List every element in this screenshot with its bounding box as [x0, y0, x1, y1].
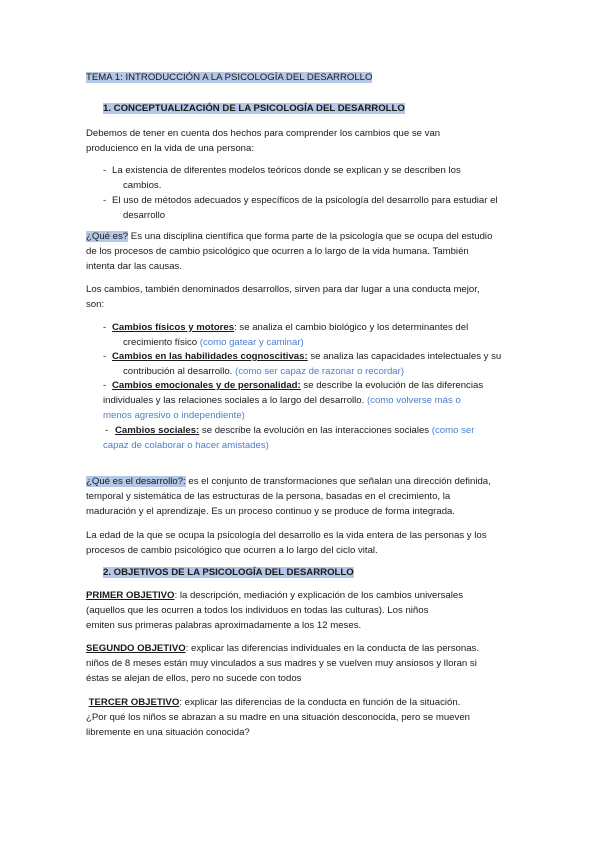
paragraph-text: Es una disciplina científica que forma parte de la psicología que se ocupa del estudio	[128, 231, 493, 242]
objective-label: SEGUNDO OBJETIVO	[86, 643, 186, 654]
paragraph-text: maduración y el aprendizaje. Es un proceso continuo y se produce de forma integrada.	[86, 506, 456, 517]
paragraph-text: emiten sus primeras palabras aproximadamente a los 12 meses.	[86, 620, 362, 631]
example-text: (como gatear y caminar)	[199, 337, 304, 348]
list-item-text: se analiza las capacidades intelectuales y su	[307, 351, 502, 362]
change-type-label: Cambios emocionales y de personalidad:	[112, 380, 301, 391]
paragraph-text: ¿Por qué los niños se abrazan a su madre en una situación desconocida, pero se mueven	[86, 712, 470, 723]
intro-line: producienco en la vida de una persona:	[86, 143, 255, 154]
change-type-label: Cambios físicos y motores	[112, 322, 235, 333]
objective-label: PRIMER OBJETIVO	[86, 590, 175, 601]
section-1-heading	[103, 101, 405, 116]
list-item	[103, 193, 523, 223]
list-item-text: contribución al desarrollo.	[123, 366, 235, 377]
paragraph-text: : la descripción, mediación y explicación de los cambios universales	[174, 590, 463, 601]
paragraph-text: son:	[86, 299, 105, 310]
list-item-text: cambios.	[123, 180, 162, 191]
paragraph-text: niños de 8 meses están muy vinculados a sus madres y se vuelven muy ansiosos y lloran si	[86, 658, 477, 669]
que-es-paragraph	[86, 229, 526, 274]
paragraph-text: : explicar las diferencias individuales en la conducta de las personas.	[185, 643, 479, 654]
list-item-text: desarrollo	[123, 210, 166, 221]
example-text: menos agresivo o independiente)	[103, 410, 245, 421]
section-2-heading	[103, 565, 354, 580]
list-item-text: se describe la evolución en las interacciones sociales	[199, 425, 432, 436]
list-item	[103, 349, 523, 379]
list-item-text: se describe la evolución de las diferencias	[300, 380, 484, 391]
paragraph-text: La edad de la que se ocupa la psicología del desarrollo es la vida entera de las personas y los	[86, 530, 487, 541]
desarrollo-label: ¿Qué es el desarrollo?:	[86, 476, 186, 487]
list-item-text: crecimiento físico	[123, 337, 200, 348]
paragraph-text: : explicar las diferencias de la conducta en función de la situación.	[179, 697, 461, 708]
edad-paragraph	[86, 528, 526, 558]
paragraph-text: éstas se alejan de ellos, pero no sucede con todos	[86, 673, 302, 684]
bullet-dash: -	[103, 322, 107, 333]
paragraph-text: de los procesos de cambio psicológico que ocurren a lo largo de la vida humana. También	[86, 246, 469, 257]
que-es-label: ¿Qué es?	[86, 231, 129, 242]
paragraph-text: temporal y sistemática de las estructuras de la persona, basadas en el crecimiento, la	[86, 491, 451, 502]
bullet-dash: -	[103, 351, 107, 362]
list-item	[103, 163, 523, 193]
bullet-dash: -	[103, 380, 107, 391]
list-item	[103, 378, 523, 423]
paragraph-text: libremente en una situación conocida?	[86, 727, 250, 738]
intro-line: Debemos de tener en cuenta dos hechos para comprender los cambios que se van	[86, 128, 441, 139]
list-item-text: La existencia de diferentes modelos teóricos donde se explican y se describen los	[112, 165, 461, 176]
objective-2-paragraph	[86, 641, 526, 686]
example-text: capaz de colaborar o hacer amistades)	[103, 440, 269, 451]
example-text: (como ser	[431, 425, 475, 436]
cambios-paragraph	[86, 282, 526, 312]
paragraph-text: procesos de cambio psicológico que ocurren a lo largo del ciclo vital.	[86, 545, 378, 556]
change-type-label: Cambios en las habilidades cognoscitivas:	[112, 351, 308, 362]
objective-1-paragraph	[86, 588, 526, 633]
intro-paragraph	[86, 126, 526, 156]
example-text: (como ser capaz de razonar o recordar)	[235, 366, 405, 377]
list-item-text: : se analiza el cambio biológico y los determinantes del	[234, 322, 469, 333]
paragraph-text: intenta dar las causas.	[86, 261, 182, 272]
paragraph-text: es el conjunto de transformaciones que señalan una dirección definida,	[185, 476, 491, 487]
paragraph-text: (aquellos que les ocurren a todos los individuos en todas las culturas). Los niños	[86, 605, 429, 616]
bullet-dash: -	[103, 165, 107, 176]
document-title	[86, 70, 372, 85]
section-2-heading-text: 2. OBJETIVOS DE LA PSICOLOGÍA DEL DESARROLLO	[103, 567, 354, 578]
title-text: TEMA 1: INTRODUCCIÓN A LA PSICOLOGÍA DEL DESARROLLO	[86, 72, 373, 83]
desarrollo-paragraph	[86, 474, 526, 519]
list-item-text: individuales y las relaciones sociales a lo largo del desarrollo.	[103, 395, 367, 406]
section-1-heading-text: 1. CONCEPTUALIZACIÓN DE LA PSICOLOGÍA DEL DESARROLLO	[103, 103, 405, 114]
example-text: (como volverse más o	[366, 395, 461, 406]
list-item	[103, 320, 523, 350]
objective-label: TERCER OBJETIVO	[88, 697, 180, 708]
list-item	[103, 423, 523, 453]
objective-3-paragraph	[86, 695, 526, 740]
paragraph-text: Los cambios, también denominados desarrollos, sirven para dar lugar a una conducta mejor,	[86, 284, 480, 295]
list-item-text: El uso de métodos adecuados y específicos de la psicología del desarrollo para estudiar el	[112, 195, 498, 206]
bullet-dash: -	[103, 195, 107, 206]
bullet-dash: -	[105, 425, 109, 436]
change-type-label: Cambios sociales:	[115, 425, 200, 436]
